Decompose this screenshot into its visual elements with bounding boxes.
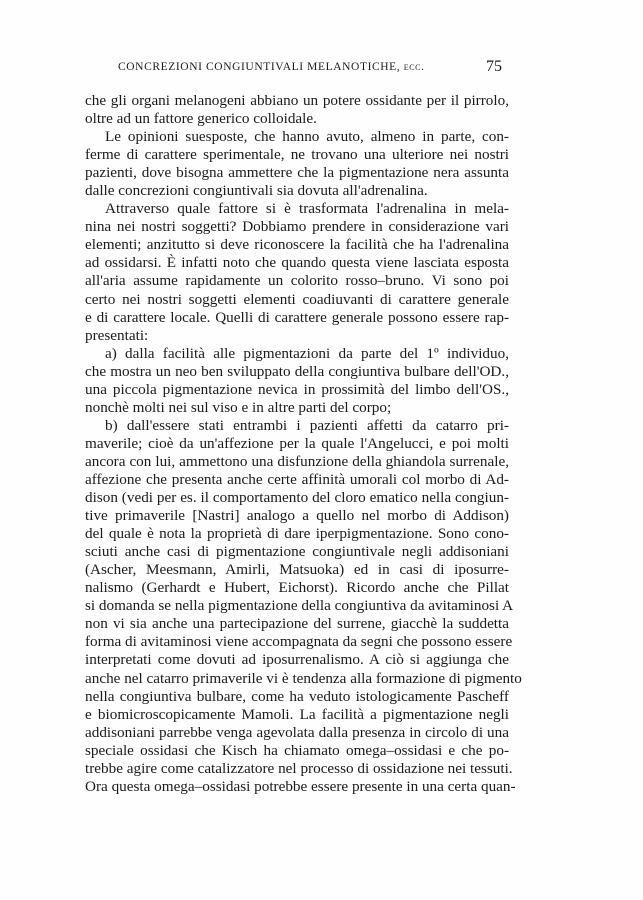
body-text (85, 92, 522, 796)
text-line: presentati: (85, 326, 149, 344)
text-line: certo nei nostri soggetti elementi coadiuvanti di carattere generale (85, 290, 509, 308)
text-line: anche nel catarro primaverile vi è tendenza alla formazione di pigmento (85, 669, 522, 687)
text-line: ancora con lui, ammettono una disfunzione della ghiandola surrenale, (85, 452, 509, 470)
text-line: pazienti, dove bisogna ammettere che la pigmentazione nera assunta (85, 164, 509, 182)
text-line: una piccola pigmentazione nevica in prossimità del limbo dell'OS., (85, 380, 509, 398)
running-title: CONCREZIONI CONGIUNTIVALI MELANOTICHE, ecc. (118, 61, 425, 73)
text-line: non vi sia anche una partecipazione del surrene, giacchè la suddetta (85, 615, 509, 633)
text-line: che gli organi melanogeni abbiano un potere ossidante per il pirrolo, (85, 92, 509, 109)
text-line: del quale è nota la proprietà di dare iperpigmentazione. Sono cono- (85, 525, 509, 543)
text-line: b) dall'essere stati entrambi i pazienti affetti da catarro pri- (105, 416, 509, 434)
running-header (118, 58, 502, 79)
text-line: nina nei nostri soggetti? Dobbiamo prendere in considerazione vari (85, 218, 509, 236)
text-line: elementi; anzitutto si deve riconoscere la facilità che ha l'adrenalina (85, 236, 509, 254)
text-line: Attraverso quale fattore si è trasformata l'adrenalina in mela- (105, 200, 509, 218)
text-line: a) dalla facilità alle pigmentazioni da parte del 1º individuo, (105, 344, 509, 362)
text-line: affezione che presenta anche certe affinità umorali col morbo di Ad- (85, 470, 509, 488)
text-line: che mostra un neo ben sviluppato della congiuntiva bulbare dell'OD., (85, 362, 509, 380)
text-line: nella congiuntiva bulbare, come ha veduto istologicamente Pascheff (85, 687, 509, 705)
text-line: nonchè molti nei sul viso e in altre parti del corpo; (85, 398, 392, 416)
text-line: speciale ossidasi che Kisch ha chiamato omega–ossidasi e che po- (85, 741, 509, 759)
text-line: sciuti anche casi di pigmentazione congiuntivale negli addisoniani (85, 543, 509, 561)
text-line: nalismo (Gerhardt e Hubert, Eichorst). Ricordo anche che Pillat (85, 579, 509, 597)
text-line: oltre ad un fattore generico colloidale. (85, 110, 317, 128)
text-line: addisoniani parrebbe venga agevolata dalla presenza in circolo di una (85, 723, 509, 741)
page-number: 75 (486, 58, 502, 75)
text-line: e biomicroscopicamente Mamoli. La facilità a pigmentazione negli (85, 705, 509, 723)
text-line: tive primaverile [Nastri] analogo a quello nel morbo di Addison) (85, 507, 509, 525)
text-line: all'aria assume rapidamente un colorito rosso–bruno. Vi sono poi (85, 272, 509, 290)
text-line: (Ascher, Meesmann, Amirli, Matsuoka) ed in casi di iposurre- (85, 561, 509, 579)
text-line: maverile; cioè da un'affezione per la quale l'Angelucci, e poi molti (85, 434, 509, 452)
text-line: si domanda se nella pigmentazione della congiuntiva da avitaminosi A (85, 597, 514, 615)
text-line: e di carattere locale. Quelli di carattere generale possono essere rap- (85, 308, 509, 326)
text-line: forma di avitaminosi viene accompagnata da segni che possono essere (85, 633, 513, 651)
text-line: dalle concrezioni congiuntivali sia dovuta all'adrenalina. (85, 182, 428, 200)
text-line: Le opinioni suesposte, che hanno avuto, almeno in parte, con- (105, 128, 509, 146)
text-line: ferme di carattere sperimentale, ne trovano una ulteriore nei nostri (85, 146, 509, 164)
text-line: ad ossidarsi. È infatti noto che quando questa viene lasciata esposta (85, 254, 509, 272)
text-line: Ora questa omega–ossidasi potrebbe essere presente in una certa quan- (85, 777, 516, 795)
text-line: trebbe agire come catalizzatore nel processo di ossidazione nei tessuti. (85, 759, 513, 777)
text-line: interpretati come dovuti ad iposurrenalismo. A ciò si aggiunga che (85, 651, 509, 669)
text-line: dison (vedi per es. il comportamento del cloro ematico nella congiun- (85, 489, 509, 507)
